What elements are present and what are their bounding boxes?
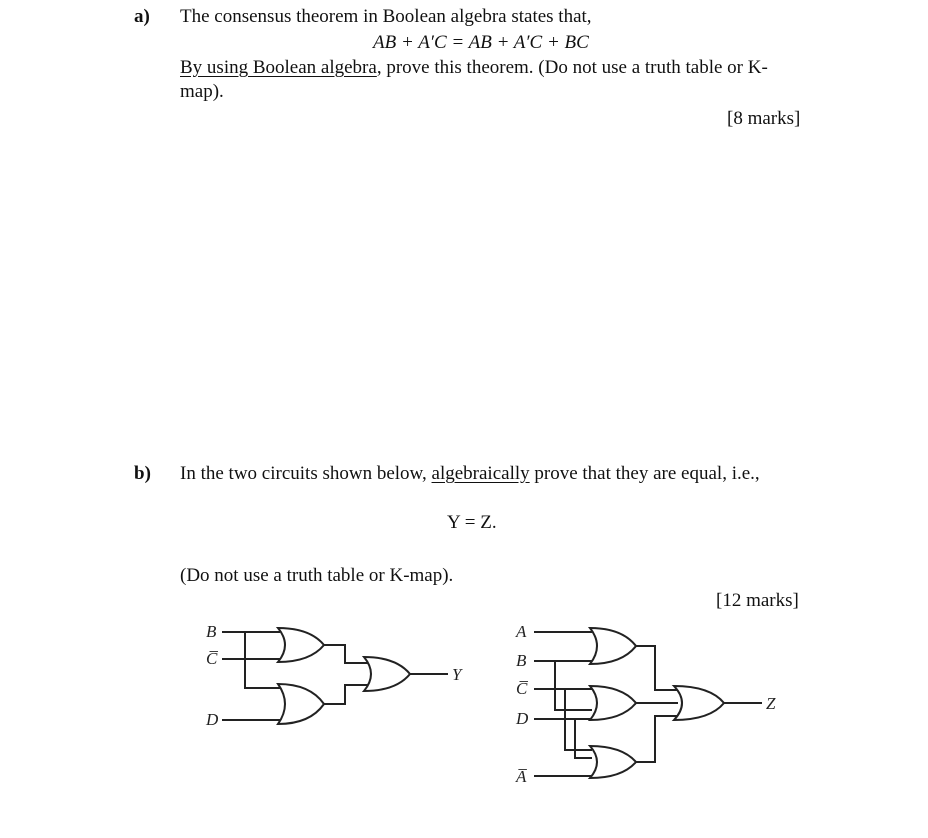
or-gate-1 — [278, 628, 324, 662]
right-circuit — [500, 610, 800, 800]
or-gate-1 — [590, 628, 636, 664]
y-equals-z: Y = Z. — [447, 512, 497, 533]
part-b-label: b) — [134, 463, 151, 484]
right-input-a: A — [516, 622, 527, 641]
wire-g1-out — [324, 645, 368, 663]
part-a-marks: [8 marks] — [727, 108, 801, 129]
part-b-marks: [12 marks] — [716, 590, 799, 611]
instruction-underlined: By using Boolean algebra — [180, 57, 377, 78]
right-input-b: B — [516, 651, 527, 670]
part-a-intro: The consensus theorem in Boolean algebra states that, — [180, 6, 592, 27]
wire-b-branch — [555, 661, 592, 710]
intro-underlined: algebraically — [431, 463, 530, 484]
instruction-rest: , prove this theorem. (Do not use a truth table or K- — [376, 57, 768, 78]
left-circuit — [190, 610, 480, 800]
part-b-intro — [180, 463, 760, 485]
right-output-z: Z — [766, 694, 776, 713]
wire-g2-out — [324, 685, 368, 704]
left-output-y: Y — [452, 665, 462, 684]
part-a-instruction-line2: map). — [180, 81, 224, 102]
consensus-equation: AB + A′C = AB + A′C + BC — [373, 32, 589, 53]
left-input-b: B — [206, 622, 217, 641]
part-a-instruction — [180, 57, 768, 79]
or-gate-final — [674, 686, 724, 720]
left-input-c-bar: C̅ — [206, 649, 218, 668]
right-input-d: D — [516, 709, 529, 728]
intro-end: prove that they are equal, i.e., — [529, 463, 760, 484]
right-input-a-bar: A̅ — [516, 767, 527, 786]
part-b-note: (Do not use a truth table or K-map). — [180, 565, 454, 586]
intro-start: In the two circuits shown below, — [180, 463, 432, 484]
or-gate-final — [364, 657, 410, 691]
or-gate-2 — [590, 686, 636, 720]
right-input-c-bar: C̅ — [516, 679, 528, 698]
or-gate-3 — [590, 746, 636, 778]
wire-d-branch — [575, 719, 592, 758]
left-input-d: D — [206, 710, 219, 729]
wire-g3-out — [636, 716, 678, 762]
wire-g1-out — [636, 646, 678, 690]
part-a-label: a) — [134, 6, 150, 27]
or-gate-2 — [278, 684, 324, 724]
